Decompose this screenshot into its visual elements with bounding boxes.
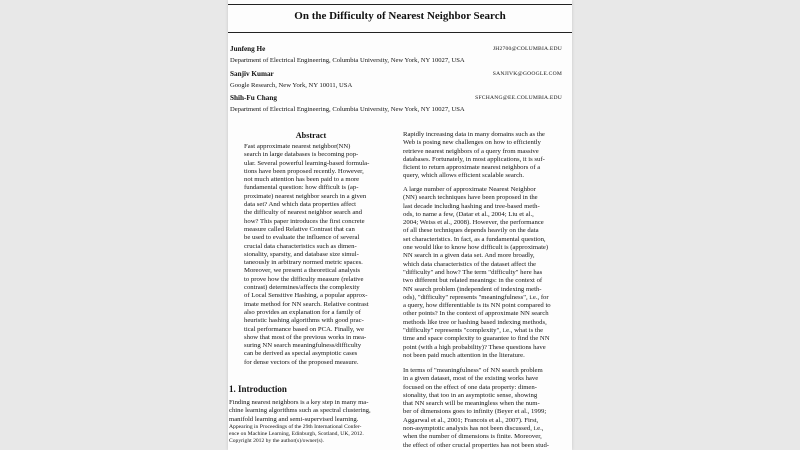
text-line: (NN) search techniques have been proposed in the [403,194,538,202]
author-affiliation: Department of Electrical Engineering, Columbia University, New York, NY 10027, USA [230,106,465,113]
text-line: which data characteristics of the dataset affect the [403,260,537,268]
text-line: ods, to name a few, (Datar et al., 2004; Liu et al., [403,210,534,218]
intro-paragraph-3 [403,367,570,450]
abstract-line: be used to evaluate the influence of several [244,234,360,242]
abstract-line: heuristic hashing algorithms with good prac- [244,317,364,325]
text-line: non-asymptotic analysis has not been discussed, i.e., [403,425,544,433]
author-name: Sanjiv Kumar [230,70,274,78]
abstract-line: data set? And which data properties affect [244,201,357,209]
text-line: NN search in a given data set. And more broadly, [403,252,535,260]
abstract-line: Fast approximate nearest neighbor(NN) [244,143,351,150]
abstract-line: search in large databases is becoming pop- [244,151,359,159]
section-heading-introduction: 1. Introduction [229,384,287,394]
text-line: in a given dataset, most of the existing works have [403,375,539,383]
abstract-line: how? This paper introduces the first concrete [244,217,365,225]
abstract-line: not much attention has been paid to a more [244,176,360,184]
abstract-line: can be derived as special asymptotic cases [244,350,358,358]
intro-paragraph-1 [403,131,570,181]
text-line: ods), "difficulty" represents "meaningfulness", i.e., for [403,293,549,301]
text-line: methods like tree or hashing based indexing methods, [403,318,547,326]
text-line: when the number of dimensions is finite. Moreover, [403,433,542,441]
author-email: JH2700@COLUMBIA.EDU [492,46,562,52]
text-line: query, which allows efficient scalable search. [403,172,525,180]
abstract-line: contrast) determines/affects the complexity [244,284,360,292]
text-line: point (with a high probability)? These questions have [403,343,546,351]
text-line: Finding nearest neighbors is a key step in many ma- [229,399,369,406]
text-line: NN search problem (independent of indexing meth- [403,285,542,293]
abstract-line: ular. Several powerful learning-based formula- [244,159,370,167]
author-email: SFCHANG@EE.COLUMBIA.EDU [475,95,562,101]
abstract-line: fundamental question: how difficult is (ap- [244,184,359,192]
text-line: one would like to know how difficult is (approximate) [403,244,549,252]
text-line: sionality, that too in an asymptotic sense, showing [403,391,538,399]
title-rule-top [228,4,572,5]
abstract-line: also provides an explanation for a family of [244,308,361,316]
text-line: a query, how differentiable is its NN point compared to [403,302,551,310]
author-name: Junfeng He [230,45,266,53]
abstract-line: crucial data characteristics such as dimen- [244,242,357,250]
text-line: retrieve nearest neighbors of a query from massive [403,147,539,155]
author-email: SANJIVK@GOOGLE.COM [492,71,562,77]
intro-paragraph-2 [403,186,570,360]
text-line: set characteristics. In fact, as a fundamental question, [403,235,546,243]
title-rule-bottom [228,32,572,33]
abstract-line: tical performance based on PCA. Finally, we [244,325,364,333]
text-line: focused on the effect of one data property: dimen- [403,383,537,391]
text-line: ber of dimensions goes to infinity (Beyer et al., 1999; [403,408,547,416]
abstract-line: proximate) nearest neighbor search in a given [244,192,367,200]
text-line: manifold learning and semi-supervised learning. [229,415,359,423]
text-line: "difficulty" represents "complexity", i.e., what is the [403,327,544,335]
text-line: In terms of "meaningfulness" of NN search problem [403,367,543,374]
author-affiliation: Department of Electrical Engineering, Columbia University, New York, NY 10027, USA [230,57,465,64]
text-line: chine learning algorithms such as spectral clustering, [229,407,371,415]
abstract-line: measure called Relative Contrast that can [244,225,355,233]
text-line: 2004; Weiss et al., 2008). However, the performance [403,219,544,227]
footnote-line: Appearing in Proceedings of the 29th International Confer- [229,424,362,430]
text-line: of all these techniques depends heavily on the data [403,227,539,235]
abstract-line: of Local Sensitive Hashing, a popular approx- [244,292,368,300]
text-line: Rapidly increasing data in many domains such as the [403,131,545,138]
footnote-line: Copyright 2012 by the author(s)/owner(s). [229,438,324,444]
abstract-line: to prove how the difficulty measure (relative [244,275,364,283]
text-line: that NN search will be meaningless when the num- [403,400,540,408]
abstract-body [244,143,378,367]
text-line: two different but related meanings: in the context of [403,277,543,285]
text-line: time and space complexity to guarantee to find the NN [403,335,550,343]
text-line: other points? In the context of approximate NN search [403,310,549,318]
abstract-line: taneously in arbitrary normed metric spaces. [244,259,363,267]
proceedings-footnote [229,424,394,445]
author-name: Shih-Fu Chang [230,94,277,102]
text-line: not been paid much attention in the literature. [403,351,525,359]
abstract-line: sionality, sparsity, and database size simul- [244,250,359,258]
text-line: last decade including hashing and tree-based meth- [403,202,540,210]
abstract-line: tions have been proposed recently. However, [244,167,364,175]
abstract-line: imate method for NN search. Relative contrast [244,300,369,308]
text-line: ficient to return approximate nearest neighbors of a [403,164,541,172]
paper-page [228,0,572,450]
introduction-body [229,399,394,424]
text-line: Web is posing new challenges on how to efficiently [403,139,541,147]
abstract-line: suring NN search meaningfulness/difficulty [244,342,362,350]
text-line: A large number of approximate Nearest Neighbor [403,186,536,193]
abstract-line: for dense vectors of the proposed measure. [244,358,359,366]
text-line: the effect of other crucial properties has not been stud- [403,441,550,449]
author-affiliation: Google Research, New York, NY 10011, USA [230,82,353,89]
text-line: databases. Fortunately, in most applications, it is suf- [403,155,545,163]
paper-title: On the Difficulty of Nearest Neighbor Search [294,10,506,22]
abstract-line: show that most of the previous works in mea- [244,333,367,341]
abstract-line: the difficulty of nearest neighbor search and [244,209,362,217]
footnote-line: ence on Machine Learning, Edinburgh, Scotland, UK, 2012. [229,431,364,437]
abstract-heading: Abstract [295,131,327,140]
text-line: "difficulty" and how? The term "difficulty" here has [403,268,543,276]
text-line: Aggarwal et al., 2001; Francois et al., 2007). First, [403,416,539,424]
abstract-line: Moreover, we present a theoretical analysis [244,267,360,275]
